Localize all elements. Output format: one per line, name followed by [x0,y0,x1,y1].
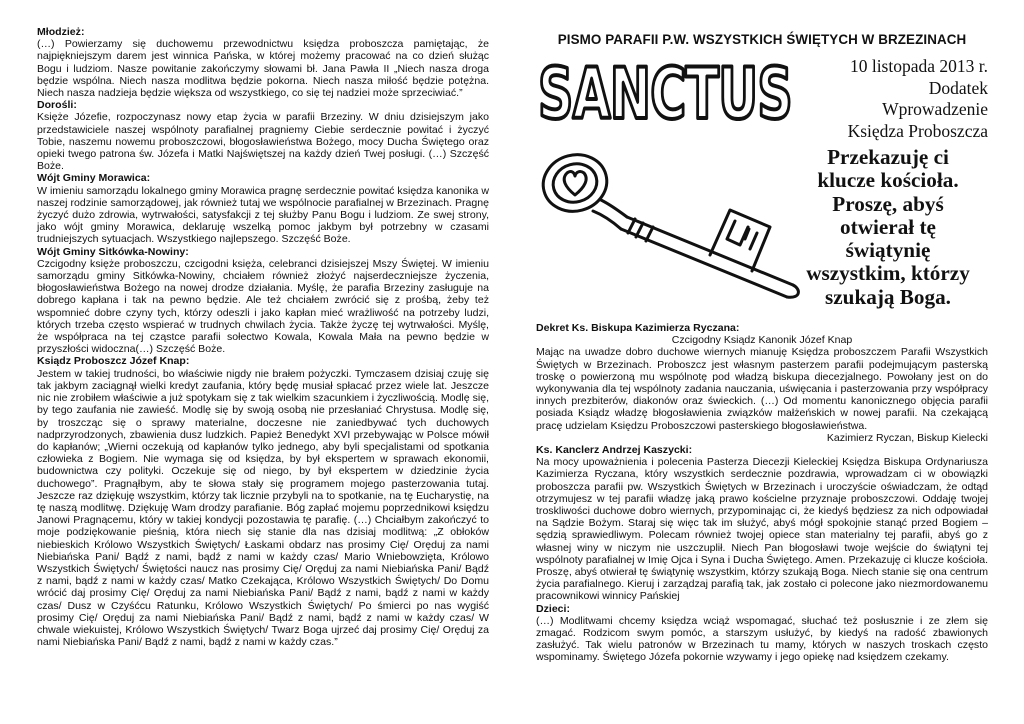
section-heading-wojt-morawica: Wójt Gminy Morawica: [37,172,151,185]
section-heading-dekret: Dekret Ks. Biskupa Kazimierza Ryczana: [536,322,740,334]
section-heading-proboszcz: Ksiądz Proboszcz Józef Knap: [37,355,190,368]
section-heading-mlodziez: Młodzież: [37,26,85,38]
section-text-dekret: Mając na uwadze dobro duchowe wiernych mianuję Księdza proboszczem Parafii Wszystkich Świętych w Brzezinach. Proboszcz jest własnym pasterzem parafii podejmującym pasterską troskę o powierzoną mu wspólnotę pod władzą biskupa diecezjalnego. Powołany jest on do wykonywania dla tej wspólnoty zadania nauczania, uświęcania i pasterzowania przy współpracy innych prezbiterów, diakonów oraz świeckich. (…) Od momentu kanonicznego objęcia parafii posiada Ksiądz władzę błogosławienia związków małżeńskich w nowej parafii. Na czekającą pracę udzielam Księdzu Proboszczowi pasterskiego błogosławieństwa. [536,346,988,432]
section-text-wojt-sitkowka: Czcigodny księże proboszczu, czcigodni księża, celebranci dzisiejszej Mszy Świętej. W imieniu samorządu gminy Sitkówka-Nowiny, chciałem również złożyć najserdeczniejsze życzenia, błogosławieństwa Bożego na nowej drodze działania. Myślę, że parafia Brzeziny zasługuje na dobrego kapłana i tak na pewno będzie. Ale też chciałem zwrócić się z prośbą, żeby też wspomnieć dobre czyny tych, którzy odeszli i jako kapłan mieć wrażliwość na potrzeby ludzi, których trzeba często wspierać w trudnych chwilach życia. Także życzę tej wytrwałości. Myślę, że współpraca na tej cząstce parafii sołectwo Kowala, Kowala Mała na pewno będzie w przyszłości widoczna(…) Szczęść Boże. [37,257,489,356]
section-text-dzieci: (…) Modlitwami chcemy księdza wciąż wspomagać, słuchać też posłusznie i ze złem się zmagać. Rodzicom swym pomóc, a starszym usłużyć, by kiedyś na radość zbawionych zasłużyć. Tak wielu patronów w Brzezinach tu mamy, których w naszych troskach często wspominamy. Świętego Józefa pokornie wzywamy i jego opiekę nad księdzem czekamy. [536,614,988,664]
section-text-proboszcz: Jestem w takiej trudności, bo właściwie nigdy nie brałem pożyczki. Tymczasem dzisiaj czuję się tak jakbym zaciągnął wielki kredyt zaufania, który będę musiał spłacać przez wiele lat. Jeszcze nic nie zrobiłem właściwie a już spotykam się z tak wielkim szacunkiem i życzliwością. Modlę się, by tego zaufania nie zawieść. Modlę się by swoją osobą nie przesłaniać Chrystusa. Modlę się, by troszcząc się o sprawy materialne, doczesne nie zaniedbywać tych duchowych nadprzyrodzonych, zbawienia dusz ludzkich. Papież Benedykt XVI przebywając w Polsce mówił do kapłanów; „Wierni oczekują od kapłanów tylko jednego, aby byli specjalistami od spotkania człowieka z Bogiem. Nie wymaga się od księdza, by był ekspertem w sprawach ekonomii, budownictwa czy polityki. Oczekuje się od niego, by był ekspertem w dziedzinie życia duchowego”. Pragnąłbym, aby te słowa stały się programem mojego pasterzowania tutaj. Jeszcze raz dziękuję wszystkim, którzy tak licznie przybyli na to spotkanie, na tę Eucharystię, na tę naszą modlitwę. Dziękuję Wam drodzy parafianie. Bóg zapłać mojemu poprzednikowi księdzu Janowi Pragnącemu, który w takiej kondycji pozostawia tę parafię. (…) Chciałbym zakończyć to moje podziękowanie pieśnią, która niech się stanie dla nas dzisiaj modlitwą: „Z obłoków niebieskich Królowo Wszystkich Świętych/ Łaskami obdarz nas prosimy Cię/ Oręduj za nami Niebiańska Pani/ Bądź z nami, bądź z nami w każdy czas/ Mario Wniebowzięta, Królowo Wszystkich Świętych/ Świętości naucz nas prosimy Cię/ Oręduj za nami Niebiańska Pani/ Bądź z nami, bądź z nami w każdy czas/ Matko Czekająca, Królowo Wszystkich Świętych/ Do Domu wrócić daj prosimy Cię/ Oręduj za nami Niebiańska Pani/ Bądź z nami, bądź z nami w każdy czas/ Dusz w Czyśćcu Ratunku, Królowo Wszystkich Świętych/ Po śmierci po nas wygiść prosimy Cię/ Oręduj za nami Niebiańska Pani/ Bądź z nami, bądź z nami w każdy czas/ W chwale wiekuistej, Królowo Wszystkich Świętych/ Twarz Boga ujrzeć daj prosimy Cię/ Oręduj za nami Niebiańska Pani/ Bądź z nami, bądź z nami w każdy czas.” [37,367,489,649]
issue-topic-line1: Wprowadzenie [882,99,988,119]
issue-date: 10 listopada 2013 r. [849,56,988,76]
issue-topic-line2: Księdza Proboszcza [847,120,988,141]
right-column [536,322,988,664]
section-text-dorosli: Księże Józefie, rozpoczynasz nowy etap życia w parafii Brzeziny. W dniu dzisiejszym jako przedstawiciele naszej wspólnoty parafialnej pragniemy Ciebie serdecznie powitać i życzyć Tobie, naszemu nowemu proboszczowi, błogosławieństwa Bożego, mocy Ducha Świętego oraz opieki twego patrona św. Józefa i Matki Najświętszej na każdy dzień Twej posługi. (…) Szczęść Boże. [37,111,489,173]
brand-wordmark: SANCTUS [538,53,792,126]
dekret-salutation: Czcigodny Ksiądz Kanonik Józef Knap [671,334,853,347]
section-text-wojt-morawica: W imieniu samorządu lokalnego gminy Morawica pragnę serdecznie powitać księdza kanonika w naszej rodzinie samorządowej, jak również tutaj we wspólnocie parafialnej w Brzezinach. Pragnę życzyć dużo zdrowia, wytrwałości, satysfakcji z tej służby Panu Bogu i ludziom. Ze swej strony, jako wójt gminy Morawica, deklaruję wszelką pomoc jakbym był potrzebny w czasami trudniejszych sytuacjach. Wszystkiego najlepszego. Szczęść Boże. [37,184,489,246]
pull-quote: Przekazuję ci klucze kościoła. Proszę, abyś otwierał tę świątynię wszystkim, którzy szukają Boga. [806,145,970,309]
section-text-kanclerz: Na mocy upoważnienia i polecenia Pasterza Diecezji Kieleckiej Księdza Biskupa Ordynariusza Kazimierza Ryczana, który wszystkich serdecznie pozdrawia, wprowadzam ci w obowiązki proboszcza parafii pw. Wszystkich Świętych w Brzezinach i uroczyście oświadczam, że odtąd otrzymujesz w tej parafii władzę jaką prawo kościelne przyznaje proboszczowi. Oddaję twojej troskliwości duchowe dobro wiernych, przypominając ci, że kiedyś będziesz za nich odpowiadał na Sądzie Bożym. Staraj się więc tak im służyć, abyś mógł spokojnie stanąć przed Bogiem – sędzią sprawiedliwym. Polecam również twojej opiece stan materialny tej parafii, abyś go z własnej winy w niczym nie uszczuplił. Niech Pan błogosławi twoje wejście do świątyni tej wspólnoty parafialnej w Imię Ojca i Syna i Ducha Świętego. Amen. Przekazuję ci klucze kościoła. Proszę, abyś otwierał tę świątynię wszystkim, którzy szukają Boga. Niech stanie się ona centrum życia parafialnego. Kieruj i zarządzaj parafią tak, jak zostało ci polecone jako niezmordowanemu pracownikowi winnicy Pańskiej [536,456,988,603]
section-heading-kanclerz: Ks. Kanclerz Andrzej Kaszycki: [536,444,693,457]
sanctus-logo-icon [536,50,796,126]
issue-supplement: Dodatek [928,77,988,98]
key-illustration-icon [535,145,820,315]
section-text-mlodziez: (…) Powierzamy się duchowemu przewodnictwu księdza proboszcza pamiętając, że najpiękniejszym darem jest winnica Pańska, w której możemy pracować na co dzień służąc Bogu i ludziom. Nasze powitanie zakończymy słowami bł. Jana Pawła II „Niech nasza droga będzie wspólna. Niech nasza modlitwa będzie pokorna. Niech nasza miłość będzie potężna. Niech nasza nadzieja będzie większa od wszystkiego, co się tej nadziei może sprzeciwiać.” [37,38,489,100]
left-column [37,26,489,648]
parish-kicker: PISMO PARAFII P.W. WSZYSTKICH ŚWIĘTYCH W BRZEZINACH [557,32,967,47]
dekret-signature: Kazimierz Ryczan, Biskup Kielecki [826,431,988,444]
section-heading-wojt-sitkowka: Wójt Gminy Sitkówka-Nowiny: [37,245,189,258]
section-heading-dorosli: Dorośli: [37,99,77,112]
section-heading-dzieci: Dzieci: [536,602,570,615]
issue-info [798,56,988,142]
masthead [536,26,988,47]
